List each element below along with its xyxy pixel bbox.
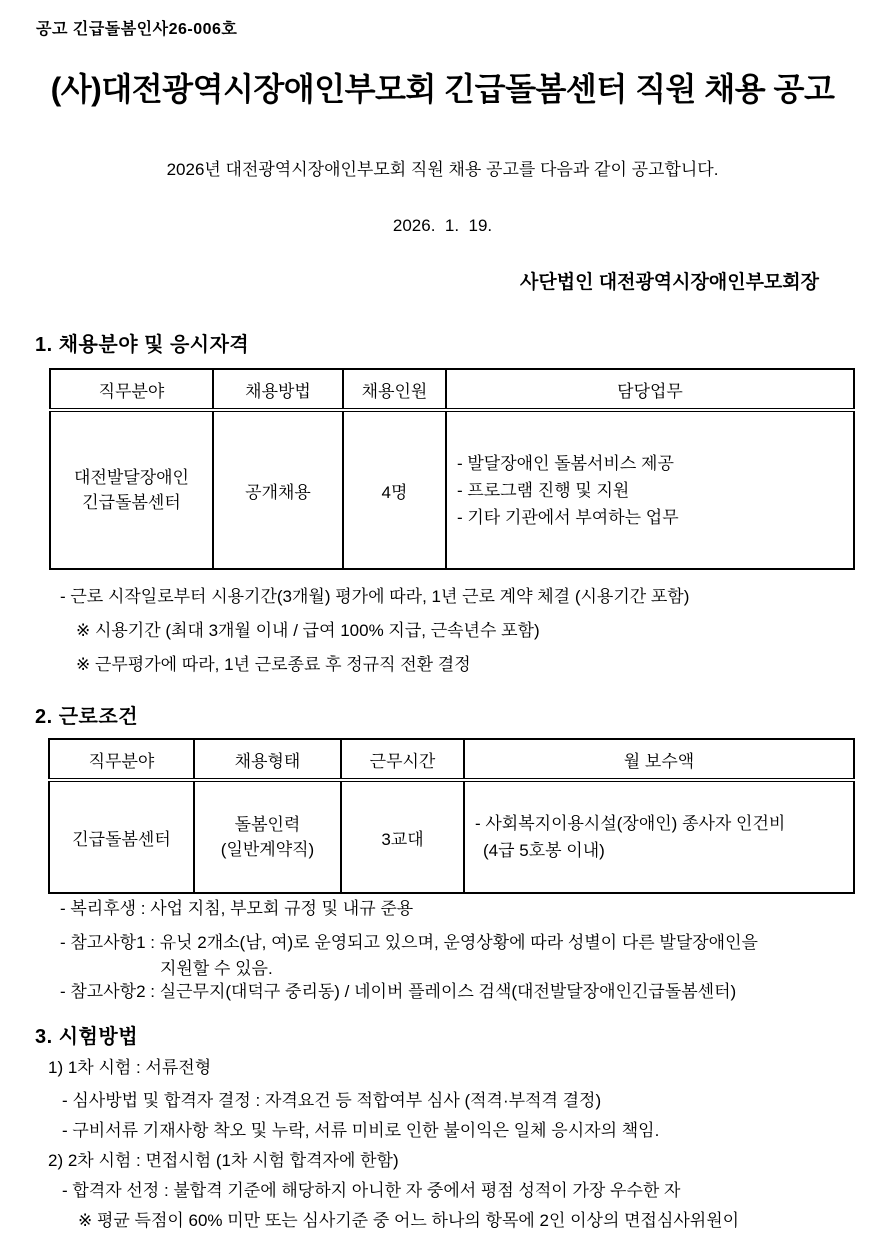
conditions-table-header-row [49, 739, 854, 780]
cell-pay [464, 780, 854, 893]
cell-field [50, 410, 213, 569]
duty-item: - 기타 기관에서 부여하는 업무 [457, 507, 679, 527]
section2-note-ref1: - 참고사항1 : 유닛 2개소(남, 여)로 운영되고 있으며, 운영상황에 따라 성별이 다른 발달장애인을 [60, 933, 758, 952]
duty-item: - 프로그램 진행 및 지원 [457, 480, 630, 500]
recruitment-col-method: 채용방법 [213, 369, 343, 410]
section1-note: ※ 시용기간 (최대 3개월 이내 / 급여 100% 지급, 근속년수 포함) [76, 621, 540, 640]
exam-item: 2) 2차 시험 : 면접시험 (1차 시험 합격자에 한함) [48, 1151, 399, 1170]
recruitment-table-header-row [50, 369, 854, 410]
recruitment-col-count: 채용인원 [343, 369, 446, 410]
cell-field: 긴급돌봄센터 [49, 780, 194, 893]
exam-item: 1) 1차 시험 : 서류전형 [48, 1058, 212, 1077]
exam-item: - 구비서류 기재사항 착오 및 누락, 서류 미비로 인한 불이익은 일체 응시자의 책임. [62, 1121, 660, 1140]
conditions-col-field: 직무분야 [49, 739, 194, 780]
pay-line: - 사회복지이용시설(장애인) 종사자 인건비 [475, 814, 786, 833]
section2-note-ref2: - 참고사항2 : 실근무지(대덕구 중리동) / 네이버 플레이스 검색(대전발달장애인긴급돌봄센터) [60, 982, 737, 1001]
conditions-table-row [49, 780, 854, 893]
announcement-date: 2026. 1. 19. [392, 216, 493, 235]
cell-hours: 3교대 [341, 780, 464, 893]
section2-heading: 2. 근로조건 [35, 706, 139, 728]
section3-heading: 3. 시험방법 [35, 1026, 139, 1048]
cell-method: 공개채용 [213, 410, 343, 569]
cell-type [194, 780, 341, 893]
working-conditions-table [48, 738, 855, 894]
section1-heading: 1. 채용분야 및 응시자격 [35, 334, 250, 356]
recruitment-col-field: 직무분야 [50, 369, 213, 410]
conditions-col-pay: 월 보수액 [464, 739, 854, 780]
cell-duties [446, 410, 854, 569]
recruitment-table-row [50, 410, 854, 569]
conditions-col-hours: 근무시간 [341, 739, 464, 780]
intro-text: 2026년 대전광역시장애인부모회 직원 채용 공고를 다음과 같이 공고합니다. [166, 160, 719, 179]
exam-item: - 심사방법 및 합격자 결정 : 자격요건 등 적합여부 심사 (적격·부적격 결정) [62, 1091, 602, 1110]
exam-item: - 합격자 선정 : 불합격 기준에 해당하지 아니한 자 중에서 평점 성적이 가장 우수한 자 [62, 1181, 681, 1200]
cell-type-line2: (일반계약직) [220, 840, 315, 859]
cell-field-line1: 대전발달장애인 [74, 468, 189, 487]
section2-note-welfare: - 복리후생 : 사업 지침, 부모회 규정 및 내규 준용 [60, 899, 414, 918]
section1-note: - 근로 시작일로부터 시용기간(3개월) 평가에 따라, 1년 근로 계약 체결 (시용기간 포함) [60, 587, 690, 606]
page-title: (사)대전광역시장애인부모회 긴급돌봄센터 직원 채용 공고 [50, 71, 835, 107]
recruitment-table [49, 368, 855, 570]
cell-type-line1: 돌봄인력 [234, 815, 301, 834]
doc-number: 공고 긴급돌봄인사26-006호 [36, 21, 238, 38]
exam-item: ※ 평균 득점이 60% 미만 또는 심사기준 중 어느 하나의 항목에 2인 이상의 면접심사위원이 [78, 1211, 740, 1230]
pay-line: (4급 5호봉 이내) [483, 841, 605, 860]
conditions-col-type: 채용형태 [194, 739, 341, 780]
section2-note-ref1-cont: 지원할 수 있음. [160, 959, 273, 978]
signer-name: 사단법인 대전광역시장애인부모회장 [520, 272, 819, 293]
cell-count: 4명 [343, 410, 446, 569]
recruitment-col-duties: 담당업무 [446, 369, 854, 410]
duty-item: - 발달장애인 돌봄서비스 제공 [457, 453, 674, 473]
cell-field-line2: 긴급돌봄센터 [82, 493, 181, 512]
section1-note: ※ 근무평가에 따라, 1년 근로종료 후 정규직 전환 결정 [76, 655, 471, 674]
